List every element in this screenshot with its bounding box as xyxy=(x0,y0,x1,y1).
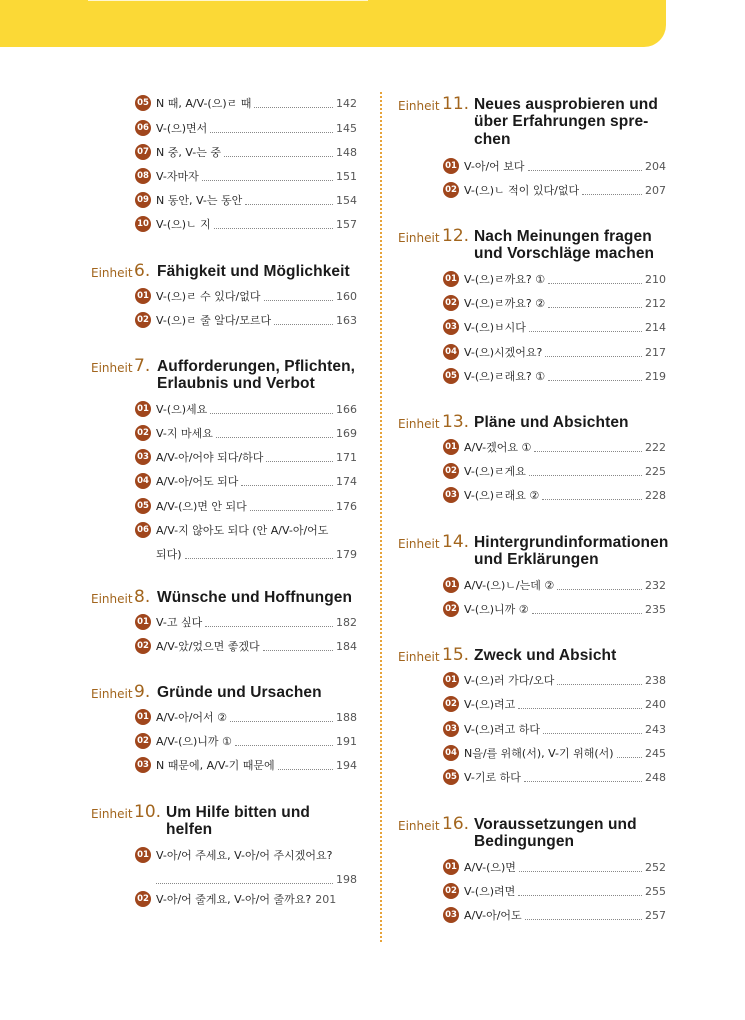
leader-dots xyxy=(524,781,642,782)
entry-page: 188 xyxy=(336,710,357,724)
entry-page: 157 xyxy=(336,217,357,231)
leader-dots xyxy=(518,895,642,896)
unit-number: 15. xyxy=(442,645,470,665)
entry-title: V-(으)ㄹ까요? ① xyxy=(464,273,546,286)
leader-dots xyxy=(534,451,642,452)
leader-dots xyxy=(216,437,333,438)
entry-number-badge: 01 xyxy=(443,158,459,174)
leader-dots xyxy=(529,331,642,332)
leader-dots xyxy=(156,883,333,884)
leader-dots xyxy=(548,283,642,284)
toc-entry[interactable] xyxy=(135,472,357,490)
unit-title-line1: Hintergrundinformationen xyxy=(474,534,669,551)
unit-title: Fähigkeit und Möglichkeit xyxy=(157,263,350,280)
entry-title: V-(으)ㄹ 수 있다/없다 xyxy=(156,290,261,303)
entry-title: V-기로 하다 xyxy=(464,771,521,784)
unit-number: 7. xyxy=(134,356,151,376)
unit-title: Gründe und Ursachen xyxy=(157,684,322,701)
toc-entry[interactable] xyxy=(135,119,357,137)
leader-dots xyxy=(185,558,333,559)
toc-entry[interactable] xyxy=(443,671,666,689)
entry-number-badge: 01 xyxy=(135,847,151,863)
entry-page: 217 xyxy=(645,345,666,359)
entry-page: 207 xyxy=(645,183,666,197)
unit-number: 11. xyxy=(442,94,470,114)
entry-page: 166 xyxy=(336,402,357,416)
entry-title: A/V-아/어도 되다 xyxy=(156,475,239,488)
leader-dots xyxy=(528,170,642,171)
unit-number: 6. xyxy=(134,261,151,281)
entry-page: 204 xyxy=(645,159,666,173)
leader-dots xyxy=(557,589,642,590)
entry-number-badge: 02 xyxy=(135,425,151,441)
toc-entry[interactable] xyxy=(443,318,666,336)
toc-entry[interactable] xyxy=(135,890,357,908)
entry-page: 248 xyxy=(645,770,666,784)
entry-number-badge: 08 xyxy=(135,168,151,184)
toc-entry[interactable] xyxy=(443,576,666,594)
entry-title: A/V-(으)면 안 되다 xyxy=(156,500,247,513)
entry-page: 182 xyxy=(336,615,357,629)
unit-title-line2: Bedingungen xyxy=(474,833,575,850)
toc-entry[interactable] xyxy=(443,600,666,618)
unit-label: Einheit xyxy=(398,99,440,113)
toc-entry[interactable] xyxy=(443,906,666,924)
entry-page: 191 xyxy=(336,734,357,748)
unit-title-line1: Voraussetzungen und xyxy=(474,816,637,833)
toc-entry[interactable] xyxy=(135,167,357,185)
entry-title: V-(으)려고 하다 xyxy=(464,723,541,736)
entry-number-badge: 02 xyxy=(443,463,459,479)
entry-title: V-(으)니까 ② xyxy=(464,603,529,616)
leader-dots xyxy=(263,650,333,651)
unit-number: 8. xyxy=(134,587,151,607)
entry-title: A/V-아/어야 되다/하다 xyxy=(156,451,264,464)
entry-number-badge: 04 xyxy=(135,473,151,489)
toc-entry[interactable] xyxy=(443,462,666,480)
entry-number-badge: 03 xyxy=(443,907,459,923)
toc-entry[interactable] xyxy=(443,294,666,312)
entry-number-badge: 02 xyxy=(443,182,459,198)
unit-title-line2: helfen xyxy=(166,821,213,838)
entry-page: 179 xyxy=(336,547,357,561)
entry-number-badge: 02 xyxy=(443,295,459,311)
toc-entry[interactable] xyxy=(135,846,357,888)
entry-page: 210 xyxy=(645,272,666,286)
toc-entry[interactable] xyxy=(443,486,666,504)
unit-number: 12. xyxy=(442,226,470,246)
entry-number-badge: 01 xyxy=(443,577,459,593)
entry-title: V-(으)세요 xyxy=(156,403,208,416)
toc-entry[interactable] xyxy=(443,768,666,786)
unit-title-line2: und Vorschläge machen xyxy=(474,245,655,262)
toc-entry[interactable] xyxy=(135,287,357,305)
entry-page: 212 xyxy=(645,296,666,310)
entry-number-badge: 02 xyxy=(135,312,151,328)
entry-title: V-(으)ㄹ까요? ② xyxy=(464,297,546,310)
toc-entry[interactable] xyxy=(443,181,666,199)
leader-dots xyxy=(557,684,642,685)
leader-dots xyxy=(529,475,642,476)
unit-label: Einheit xyxy=(398,231,440,245)
entry-number-badge: 05 xyxy=(135,498,151,514)
entry-title: V-아/어 보다 xyxy=(464,160,525,173)
leader-dots xyxy=(545,356,642,357)
leader-dots xyxy=(235,745,333,746)
toc-entry[interactable] xyxy=(135,94,357,112)
entry-page: 243 xyxy=(645,722,666,736)
unit-title: Pläne und Absichten xyxy=(474,414,629,431)
entry-page: 232 xyxy=(645,578,666,592)
toc-entry[interactable] xyxy=(135,311,357,329)
entry-number-badge: 05 xyxy=(443,769,459,785)
leader-dots xyxy=(518,708,642,709)
entry-title: A/V-아/어도 xyxy=(464,909,522,922)
entry-title: V-(으)ㄹ래요? ① xyxy=(464,370,546,383)
unit-number: 14. xyxy=(442,532,470,552)
entry-title: V-아/어 주세요, V-아/어 주시겠어요? xyxy=(156,849,333,862)
toc-entry[interactable] xyxy=(135,756,357,774)
entry-page: 222 xyxy=(645,440,666,454)
entry-number-badge: 03 xyxy=(443,721,459,737)
toc-entry[interactable] xyxy=(135,448,357,466)
entry-number-badge: 02 xyxy=(135,733,151,749)
unit-label: Einheit xyxy=(91,687,133,701)
entry-number-badge: 10 xyxy=(135,216,151,232)
leader-dots xyxy=(264,300,333,301)
entry-number-badge: 02 xyxy=(135,638,151,654)
entry-title: N을/를 위해(서), V-기 위해(서) xyxy=(464,747,614,760)
entry-page: 154 xyxy=(336,193,357,207)
entry-title: V-(으)ㄴ 적이 있다/없다 xyxy=(464,184,580,197)
entry-page: 240 xyxy=(645,697,666,711)
leader-dots xyxy=(532,613,642,614)
toc-entry[interactable] xyxy=(443,367,666,385)
entry-number-badge: 01 xyxy=(443,271,459,287)
entry-number-badge: 01 xyxy=(443,439,459,455)
toc-entry[interactable] xyxy=(135,637,357,655)
entry-title: V-(으)러 가다/오다 xyxy=(464,674,555,687)
entry-page: 255 xyxy=(645,884,666,898)
unit-label: Einheit xyxy=(398,537,440,551)
unit-title-line3: chen xyxy=(474,131,511,148)
toc-entry[interactable] xyxy=(135,613,357,631)
entry-page: 176 xyxy=(336,499,357,513)
entry-page: 198 xyxy=(336,872,357,886)
entry-title: V-(으)면서 xyxy=(156,122,208,135)
entry-page: 145 xyxy=(336,121,357,135)
entry-title: A/V-(으)니까 ① xyxy=(156,735,232,748)
toc-entry[interactable] xyxy=(443,720,666,738)
entry-title: A/V-아/어서 ② xyxy=(156,711,228,724)
entry-number-badge: 04 xyxy=(443,745,459,761)
unit-title-line1: Um Hilfe bitten und xyxy=(166,804,310,821)
unit-title-line1: Aufforderungen, Pflichten, xyxy=(157,358,356,375)
leader-dots xyxy=(519,871,642,872)
unit-label: Einheit xyxy=(398,819,440,833)
entry-page: 142 xyxy=(336,96,357,110)
entry-number-badge: 01 xyxy=(135,288,151,304)
entry-page: 219 xyxy=(645,369,666,383)
entry-page: 184 xyxy=(336,639,357,653)
entry-page: 214 xyxy=(645,320,666,334)
entry-page: 169 xyxy=(336,426,357,440)
entry-number-badge: 06 xyxy=(135,120,151,136)
toc-entry[interactable] xyxy=(443,882,666,900)
unit-title-line2: über Erfahrungen spre- xyxy=(474,113,649,130)
entry-number-badge: 05 xyxy=(443,368,459,384)
entry-page: 235 xyxy=(645,602,666,616)
entry-page: 228 xyxy=(645,488,666,502)
leader-dots xyxy=(202,180,333,181)
entry-number-badge: 03 xyxy=(443,487,459,503)
entry-page: 171 xyxy=(336,450,357,464)
entry-number-badge: 03 xyxy=(135,757,151,773)
entry-title: V-자마자 xyxy=(156,170,199,183)
leader-dots xyxy=(210,413,333,414)
unit-title-line1: Nach Meinungen fragen xyxy=(474,228,652,245)
entry-title: V-고 싶다 xyxy=(156,616,203,629)
entry-title: A/V-(으)ㄴ/는데 ② xyxy=(464,579,555,592)
entry-number-badge: 09 xyxy=(135,192,151,208)
entry-page: 257 xyxy=(645,908,666,922)
entry-title: V-(으)려면 xyxy=(464,885,516,898)
leader-dots xyxy=(548,380,642,381)
entry-title: N 때, A/V-(으)ㄹ 때 xyxy=(156,97,252,110)
toc-entry[interactable] xyxy=(135,215,357,233)
leader-dots xyxy=(542,499,642,500)
toc-entry[interactable] xyxy=(135,143,357,161)
leader-dots xyxy=(205,626,333,627)
toc-entry[interactable] xyxy=(135,191,357,209)
leader-dots xyxy=(230,721,333,722)
entry-title: V-(으)ㄹ게요 xyxy=(464,465,526,478)
entry-title: A/V-지 않아도 되다 (안 A/V-아/어도 xyxy=(156,524,329,537)
leader-dots xyxy=(617,757,642,758)
toc-entry[interactable] xyxy=(443,438,666,456)
toc-entry[interactable] xyxy=(135,732,357,750)
leader-dots xyxy=(245,204,333,205)
leader-dots xyxy=(278,769,333,770)
leader-dots xyxy=(543,733,642,734)
entry-number-badge: 01 xyxy=(443,672,459,688)
entry-title: V-아/어 줄게요, V-아/어 줄까요? xyxy=(156,893,312,906)
leader-dots xyxy=(250,510,333,511)
entry-title: V-(으)려고 xyxy=(464,698,516,711)
entry-title: A/V-겠어요 ① xyxy=(464,441,532,454)
leader-dots xyxy=(548,307,642,308)
unit-title: Zweck und Absicht xyxy=(474,647,617,664)
entry-title: V-(으)ㄹ 줄 알다/모르다 xyxy=(156,314,272,327)
entry-number-badge: 01 xyxy=(135,401,151,417)
entry-page: 160 xyxy=(336,289,357,303)
toc-entry[interactable] xyxy=(443,744,666,762)
entry-page: 151 xyxy=(336,169,357,183)
toc-entry[interactable] xyxy=(135,521,357,563)
entry-page: 252 xyxy=(645,860,666,874)
entry-title: N 동안, V-는 동안 xyxy=(156,194,243,207)
column-divider xyxy=(380,92,382,942)
leader-dots xyxy=(274,324,333,325)
entry-title: V-(으)ㄹ래요 ② xyxy=(464,489,540,502)
entry-title: V-(으)ㄴ 지 xyxy=(156,218,211,231)
leader-dots xyxy=(582,194,642,195)
toc-entry[interactable] xyxy=(135,708,357,726)
entry-number-badge: 05 xyxy=(135,95,151,111)
entry-number-badge: 07 xyxy=(135,144,151,160)
entry-page: 194 xyxy=(336,758,357,772)
leader-dots xyxy=(266,461,333,462)
unit-number: 16. xyxy=(442,814,470,834)
leader-dots xyxy=(525,919,642,920)
entry-number-badge: 02 xyxy=(443,696,459,712)
unit-number: 13. xyxy=(442,412,470,432)
entry-number-badge: 02 xyxy=(443,601,459,617)
leader-dots xyxy=(214,228,333,229)
unit-label: Einheit xyxy=(91,592,133,606)
entry-number-badge: 02 xyxy=(443,883,459,899)
entry-title: V-(으)시겠어요? xyxy=(464,346,543,359)
entry-number-badge: 04 xyxy=(443,344,459,360)
entry-number-badge: 02 xyxy=(135,891,151,907)
unit-label: Einheit xyxy=(91,807,133,821)
entry-number-badge: 03 xyxy=(135,449,151,465)
toc-entry[interactable] xyxy=(135,400,357,418)
unit-title-line2: Erlaubnis und Verbot xyxy=(157,375,315,392)
toc-entry[interactable] xyxy=(443,695,666,713)
entry-number-badge: 01 xyxy=(135,709,151,725)
top-header-band xyxy=(0,0,666,47)
entry-title: A/V-았/었으면 좋겠다 xyxy=(156,640,260,653)
entry-page: 174 xyxy=(336,474,357,488)
leader-dots xyxy=(241,485,333,486)
entry-title-continued: 되다) xyxy=(156,548,182,561)
leader-dots xyxy=(210,132,333,133)
unit-number: 9. xyxy=(134,682,151,702)
entry-page: 148 xyxy=(336,145,357,159)
toc-entry[interactable] xyxy=(443,270,666,288)
toc-entry[interactable] xyxy=(135,424,357,442)
unit-title: Wünsche und Hoffnungen xyxy=(157,589,353,606)
entry-title: V-(으)ㅂ시다 xyxy=(464,321,526,334)
unit-number: 10. xyxy=(134,802,162,822)
entry-title: N 중, V-는 중 xyxy=(156,146,221,159)
entry-page: 238 xyxy=(645,673,666,687)
entry-title: N 때문에, A/V-기 때문에 xyxy=(156,759,275,772)
entry-number-badge: 01 xyxy=(135,614,151,630)
leader-dots xyxy=(224,156,333,157)
unit-label: Einheit xyxy=(91,361,133,375)
unit-title-line2: und Erklärungen xyxy=(474,551,599,568)
unit-label: Einheit xyxy=(398,417,440,431)
unit-label: Einheit xyxy=(91,266,133,280)
toc-entry[interactable] xyxy=(443,858,666,876)
entry-number-badge: 01 xyxy=(443,859,459,875)
entry-number-badge: 03 xyxy=(443,319,459,335)
toc-entry[interactable] xyxy=(443,157,666,175)
toc-entry[interactable] xyxy=(443,343,666,361)
unit-title-line1: Neues ausprobieren und xyxy=(474,96,658,113)
entry-page: 163 xyxy=(336,313,357,327)
entry-number-badge: 06 xyxy=(135,522,151,538)
unit-label: Einheit xyxy=(398,650,440,664)
entry-page: 201 xyxy=(315,892,337,906)
entry-title: V-지 마세요 xyxy=(156,427,213,440)
entry-page: 225 xyxy=(645,464,666,478)
leader-dots xyxy=(254,107,333,108)
entry-title: A/V-(으)면 xyxy=(464,861,516,874)
toc-entry[interactable] xyxy=(135,497,357,515)
entry-page: 245 xyxy=(645,746,666,760)
